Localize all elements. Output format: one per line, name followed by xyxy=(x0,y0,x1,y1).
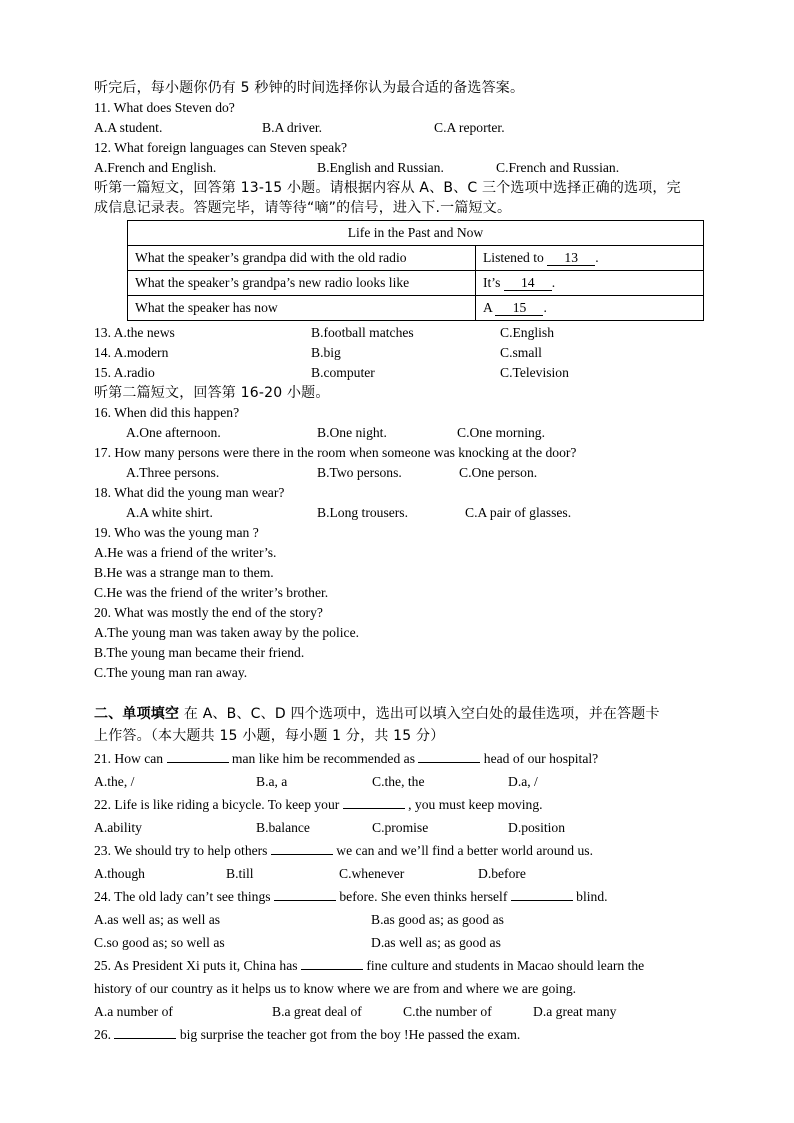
option-b: B.football matches xyxy=(311,325,414,340)
option-b: B.Long trousers. xyxy=(317,505,408,520)
question-17-stem: 17. How many persons were there in the room when someone was knocking at the door? xyxy=(94,445,577,460)
spacer xyxy=(94,683,734,703)
option-a: A.a number of xyxy=(94,1004,173,1019)
section-2-heading: 二、单项填空 xyxy=(94,706,180,722)
stem-text: before. She even thinks herself xyxy=(339,889,508,904)
option-b: B.One night. xyxy=(317,425,387,440)
option-a: A.as well as; as well as xyxy=(94,912,221,927)
question-16-stem: 16. When did this happen? xyxy=(94,405,240,420)
info-record-table xyxy=(127,220,704,321)
question-23-options xyxy=(94,862,734,885)
table-cell-answer xyxy=(476,296,704,321)
option-c: C.The young man ran away. xyxy=(94,665,248,680)
question-11-options xyxy=(94,118,734,138)
option-c: C.small xyxy=(500,345,542,360)
option-a: A.though xyxy=(94,866,145,881)
fill-blank xyxy=(343,794,405,809)
stem-text: 22. Life is like riding a bicycle. To keep your xyxy=(94,797,340,812)
question-25-stem xyxy=(94,954,734,977)
option-d: D.as well as; as good as xyxy=(371,935,501,950)
question-12-stem: 12. What foreign languages can Steven speak? xyxy=(94,140,348,155)
question-13-options xyxy=(94,323,734,343)
question-14-options xyxy=(94,343,734,363)
question-18-stem: 18. What did the young man wear? xyxy=(94,485,285,500)
stem-text: head of our hospital? xyxy=(483,751,599,766)
fill-blank xyxy=(511,886,573,901)
answer-suffix: . xyxy=(595,250,599,265)
stem-text: 23. We should try to help others xyxy=(94,843,268,858)
stem-text: 25. As President Xi puts it, China has xyxy=(94,958,298,973)
option-d: D.a great many xyxy=(533,1004,617,1019)
question-24-options-row-2 xyxy=(94,931,734,954)
option-c: C.He was the friend of the writer’s brother. xyxy=(94,585,329,600)
passage-1-instruction-line-1: 听第一篇短文，回答第 13-15 小题。请根据内容从 A、B、C 三个选项中选择正确的选项，完 xyxy=(94,180,681,196)
stem-text: blind. xyxy=(576,889,608,904)
table-cell-answer xyxy=(476,246,704,271)
question-12-options xyxy=(94,158,734,178)
passage-1-instruction-line-2: 成信息记录表。答题完毕，请等待“嘀”的信号，进入下.一篇短文。 xyxy=(94,200,512,216)
option-c: C.English xyxy=(500,325,555,340)
answer-suffix: . xyxy=(551,275,556,290)
stem-text: , you must keep moving. xyxy=(408,797,543,812)
table-cell-label: What the speaker’s grandpa’s new radio looks like xyxy=(128,271,476,296)
stem-text: big surprise the teacher got from the boy !He passed the exam. xyxy=(179,1027,521,1042)
listening-instruction: 听完后，每小题你仍有 5 秒钟的时间选择你认为最合适的备选答案。 xyxy=(94,80,525,96)
question-22-options xyxy=(94,816,734,839)
option-b: B.The young man became their friend. xyxy=(94,645,305,660)
option-b: B.He was a strange man to them. xyxy=(94,565,274,580)
option-a: A.ability xyxy=(94,820,142,835)
answer-blank-15: 15 xyxy=(495,300,543,316)
option-c: C.One morning. xyxy=(457,425,545,440)
option-a: A.A student. xyxy=(94,120,163,135)
stem-text: we can and we’ll find a better world around us. xyxy=(336,843,593,858)
table-row xyxy=(128,271,704,296)
table-cell-label: What the speaker’s grandpa did with the old radio xyxy=(128,246,476,271)
stem-text: 21. How can xyxy=(94,751,164,766)
option-c: C.French and Russian. xyxy=(496,160,620,175)
question-18-options xyxy=(94,503,734,523)
table-cell-label: What the speaker has now xyxy=(128,296,476,321)
option-c: C.so good as; so well as xyxy=(94,935,225,950)
option-b: B.as good as; as good as xyxy=(371,912,504,927)
option-d: D.before xyxy=(478,866,526,881)
option-c: C.promise xyxy=(372,820,429,835)
option-b: B.a great deal of xyxy=(272,1004,362,1019)
table-row xyxy=(128,246,704,271)
stem-text: 26. xyxy=(94,1027,111,1042)
question-16-options xyxy=(94,423,734,443)
option-c: C.whenever xyxy=(339,866,405,881)
stem-text: man like him be recommended as xyxy=(231,751,415,766)
question-11-stem: 11. What does Steven do? xyxy=(94,100,235,115)
question-24-options-row-1 xyxy=(94,908,734,931)
question-26-stem xyxy=(94,1023,734,1046)
option-b: B.A driver. xyxy=(262,120,323,135)
fill-blank xyxy=(301,955,363,970)
answer-blank-14: 14 xyxy=(504,275,552,291)
stem-text: fine culture and students in Macao should learn the xyxy=(366,958,645,973)
option-a: A.The young man was taken away by the police. xyxy=(94,625,359,640)
section-2-instruction: 在 A、B、C、D 四个选项中，选出可以填入空白处的最佳选项，并在答题卡 xyxy=(179,706,660,722)
option-a: A.French and English. xyxy=(94,160,217,175)
option-c: C.the, the xyxy=(372,774,425,789)
question-20-stem: 20. What was mostly the end of the story? xyxy=(94,605,323,620)
option-c: C.A pair of glasses. xyxy=(465,505,572,520)
option-c: C.One person. xyxy=(459,465,538,480)
option-a: 14. A.modern xyxy=(94,345,169,360)
fill-blank xyxy=(167,748,229,763)
option-b: B.Two persons. xyxy=(317,465,402,480)
option-c: C.Television xyxy=(500,365,569,380)
question-24-stem xyxy=(94,885,734,908)
fill-blank xyxy=(274,886,336,901)
question-25-stem-line-2: history of our country as it helps us to know where we are from and where we are going. xyxy=(94,981,577,996)
option-a: A.Three persons. xyxy=(126,465,220,480)
option-a: A.He was a friend of the writer’s. xyxy=(94,545,277,560)
question-23-stem xyxy=(94,839,734,862)
option-b: B.English and Russian. xyxy=(317,160,444,175)
fill-blank xyxy=(418,748,480,763)
option-a: A.One afternoon. xyxy=(126,425,221,440)
option-b: B.till xyxy=(226,866,254,881)
answer-prefix: A xyxy=(483,300,493,315)
option-d: D.position xyxy=(508,820,566,835)
option-a: 15. A.radio xyxy=(94,365,155,380)
option-a: A.A white shirt. xyxy=(126,505,213,520)
section-2-header-line-1 xyxy=(94,703,734,725)
fill-blank xyxy=(271,840,333,855)
option-d: D.a, / xyxy=(508,774,538,789)
question-22-stem xyxy=(94,793,734,816)
section-2-header-line-2: 上作答。（本大题共 15 小题，每小题 1 分，共 15 分） xyxy=(94,728,445,744)
option-c: C.the number of xyxy=(403,1004,492,1019)
question-15-options xyxy=(94,363,734,383)
question-21-options xyxy=(94,770,734,793)
answer-prefix: It’s xyxy=(483,275,501,290)
exam-page xyxy=(94,78,734,1046)
option-b: B.computer xyxy=(311,365,375,380)
fill-blank xyxy=(114,1024,176,1039)
answer-blank-13: 13 xyxy=(547,250,595,266)
table-cell-answer xyxy=(476,271,704,296)
option-a: 13. A.the news xyxy=(94,325,175,340)
question-19-stem: 19. Who was the young man ? xyxy=(94,525,259,540)
option-b: B.a, a xyxy=(256,774,288,789)
stem-text: 24. The old lady can’t see things xyxy=(94,889,271,904)
option-b: B.big xyxy=(311,345,341,360)
table-title: Life in the Past and Now xyxy=(128,221,704,246)
option-a: A.the, / xyxy=(94,774,135,789)
table-row xyxy=(128,296,704,321)
option-b: B.balance xyxy=(256,820,310,835)
question-25-options xyxy=(94,1000,734,1023)
passage-2-instruction: 听第二篇短文，回答第 16-20 小题。 xyxy=(94,385,330,401)
answer-suffix: . xyxy=(543,300,547,315)
answer-prefix: Listened to xyxy=(483,250,544,265)
option-c: C.A reporter. xyxy=(434,120,505,135)
question-17-options xyxy=(94,463,734,483)
question-21-stem xyxy=(94,747,734,770)
